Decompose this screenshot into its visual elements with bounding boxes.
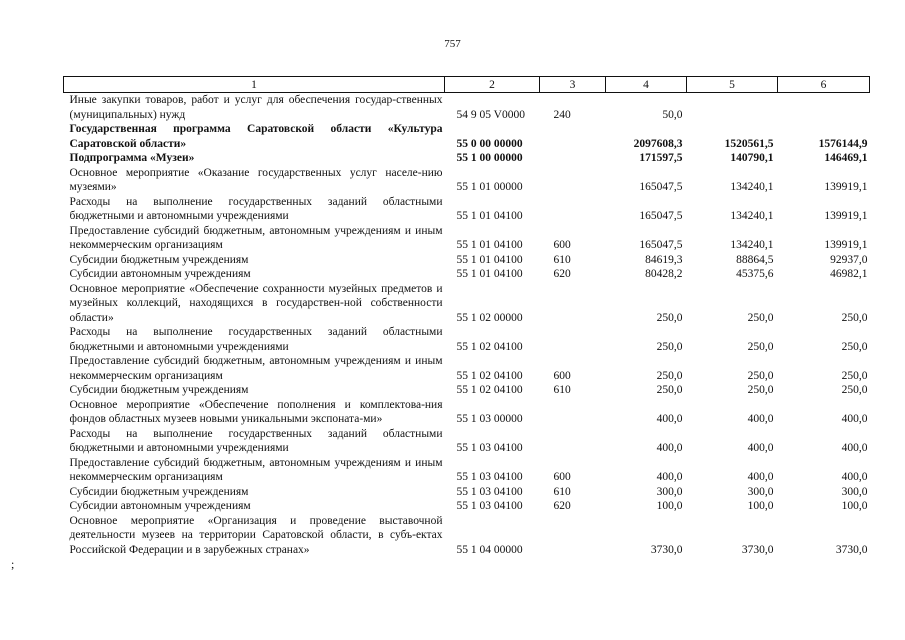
table-body (64, 93, 870, 558)
row-value-col6: 400,0 (841, 442, 868, 454)
row-name: Субсидии бюджетным учреждениям (69, 485, 249, 498)
row-value-col5: 400,0 (747, 471, 774, 483)
row-value-col5: 250,0 (747, 340, 774, 353)
row-value-col6: 100,0 (841, 500, 868, 512)
row-value-col4: 250,0 (656, 384, 683, 396)
row-name: Субсидии автономным учреждениям (69, 268, 251, 280)
row-expense-type: 600 (553, 239, 571, 251)
row-name: Расходы на выполнение государственных заданий областными бюджетными и автономными учреждениями (69, 195, 443, 222)
table-row (64, 427, 870, 456)
row-value-col4: 250,0 (656, 311, 683, 324)
row-value-col6: 1576144,9 (818, 137, 868, 150)
row-code: 55 1 03 04100 (456, 471, 523, 483)
table-row (64, 398, 870, 427)
row-code: 55 1 01 04100 (456, 268, 523, 280)
row-value-col5: 400,0 (747, 413, 774, 425)
row-code: 55 0 00 00000 (456, 137, 523, 150)
row-expense-type: 620 (553, 268, 571, 280)
header-col-6: 6 (778, 77, 870, 93)
row-value-col6: 300,0 (841, 485, 868, 498)
row-name: Субсидии автономным учреждениям (69, 500, 251, 512)
row-name: Основное мероприятие «Оказание государственных услуг населе-нию музеями» (69, 166, 443, 193)
row-value-col6: 46982,1 (830, 268, 868, 280)
row-name: Субсидии бюджетным учреждениям (69, 253, 249, 266)
row-value-col5: 1520561,5 (724, 137, 774, 150)
row-value-col6: 250,0 (841, 369, 868, 382)
table-row (64, 224, 870, 253)
row-value-col5: 250,0 (747, 384, 774, 396)
row-name: Основное мероприятие «Обеспечение сохранности музейных предметов и музейных коллекций, находящихся в государствен-ной собственности области» (69, 282, 443, 324)
table-row (64, 456, 870, 485)
row-name: Основное мероприятие «Организация и проведение выставочной деятельности музеев на территории Саратовской области, в субъ-ектах Российской Федерации и в зарубежных странах» (69, 514, 443, 556)
row-value-col4: 50,0 (662, 108, 683, 121)
row-value-col6: 250,0 (841, 340, 868, 353)
row-code: 55 1 01 04100 (456, 253, 523, 266)
row-value-col6: 400,0 (841, 413, 868, 425)
header-col-4: 4 (606, 77, 687, 93)
row-value-col5: 250,0 (747, 311, 774, 324)
row-value-col6: 3730,0 (835, 543, 868, 556)
row-code: 55 1 02 04100 (456, 369, 523, 382)
row-expense-type: 620 (553, 500, 571, 512)
header-col-1: 1 (64, 77, 445, 93)
header-col-3: 3 (540, 77, 606, 93)
row-value-col5: 250,0 (747, 369, 774, 382)
row-value-col5 (687, 93, 778, 123)
row-value-col6: 146469,1 (824, 152, 868, 164)
row-value-col4: 3730,0 (650, 543, 683, 556)
row-expense-type (540, 195, 606, 224)
header-col-5: 5 (687, 77, 778, 93)
row-code: 55 1 03 04100 (456, 442, 523, 454)
margin-mark: ; (11, 557, 15, 571)
table-row (64, 282, 870, 326)
table-row (64, 151, 870, 166)
row-name: Предоставление субсидий бюджетным, автономным учреждениям и иным некоммерческим организациям (69, 456, 443, 483)
row-value-col6: 139919,1 (824, 239, 868, 251)
table-row (64, 195, 870, 224)
row-expense-type (540, 122, 606, 151)
header-row (64, 77, 870, 93)
row-value-col4: 80428,2 (645, 268, 683, 280)
row-code: 55 1 02 04100 (456, 340, 523, 353)
row-code: 55 1 02 04100 (456, 384, 523, 396)
table-row (64, 267, 870, 282)
row-code: 55 1 01 04100 (456, 210, 523, 222)
row-expense-type (540, 325, 606, 354)
row-expense-type: 600 (553, 369, 571, 382)
row-value-col5: 300,0 (747, 485, 774, 498)
row-expense-type: 610 (553, 384, 571, 396)
row-value-col5: 3730,0 (741, 543, 774, 556)
row-value-col5: 45375,6 (736, 268, 774, 280)
table-row (64, 514, 870, 558)
page-number: 757 (444, 38, 461, 50)
table-row (64, 354, 870, 383)
row-value-col6: 92937,0 (830, 253, 868, 266)
header-col-2: 2 (445, 77, 540, 93)
table-row (64, 499, 870, 514)
row-value-col5: 100,0 (747, 500, 774, 512)
row-value-col4: 171597,5 (639, 152, 683, 164)
row-name: Государственная программа Саратовской области «Культура Саратовской области» (69, 123, 443, 150)
table-row (64, 93, 870, 123)
row-name: Расходы на выполнение государственных заданий областными бюджетными и автономными учреждениями (69, 326, 443, 353)
row-code: 55 1 02 00000 (456, 311, 523, 324)
row-code: 55 1 03 00000 (456, 413, 523, 425)
row-expense-type (540, 398, 606, 427)
row-name: Субсидии бюджетным учреждениям (69, 384, 249, 396)
row-value-col4: 84619,3 (645, 253, 683, 266)
row-value-col4: 400,0 (656, 413, 683, 425)
row-expense-type (540, 514, 606, 558)
row-value-col6: 139919,1 (824, 181, 868, 193)
row-value-col4: 165047,5 (639, 181, 683, 193)
row-value-col6: 250,0 (841, 384, 868, 396)
budget-table (63, 76, 870, 557)
row-code: 55 1 01 00000 (456, 181, 523, 193)
row-expense-type (540, 166, 606, 195)
row-name: Иные закупки товаров, работ и услуг для обеспечения государ-ственных (муниципальных) нужд (69, 94, 443, 121)
row-value-col4: 300,0 (656, 485, 683, 498)
table-row (64, 325, 870, 354)
row-expense-type (540, 282, 606, 326)
row-value-col4: 2097608,3 (633, 137, 683, 150)
row-code: 55 1 03 04100 (456, 485, 523, 498)
row-value-col4: 100,0 (656, 500, 683, 512)
row-value-col4: 165047,5 (639, 239, 683, 251)
row-expense-type: 610 (553, 253, 571, 266)
row-code: 55 1 04 00000 (456, 543, 523, 556)
row-expense-type: 600 (553, 471, 571, 483)
row-value-col6: 400,0 (841, 471, 868, 483)
row-value-col5: 134240,1 (730, 181, 774, 193)
row-name: Подпрограмма «Музеи» (69, 152, 195, 164)
row-value-col5: 134240,1 (730, 210, 774, 222)
row-value-col5: 400,0 (747, 442, 774, 454)
row-value-col5: 88864,5 (736, 253, 774, 266)
row-value-col5: 140790,1 (730, 152, 774, 164)
row-expense-type: 240 (553, 108, 571, 121)
row-name: Расходы на выполнение государственных заданий областными бюджетными и автономными учреждениями (69, 427, 443, 454)
row-expense-type (540, 151, 606, 166)
table-row (64, 122, 870, 151)
row-code: 55 1 03 04100 (456, 500, 523, 512)
row-value-col4: 250,0 (656, 369, 683, 382)
table-row (64, 166, 870, 195)
row-value-col6: 139919,1 (824, 210, 868, 222)
row-expense-type (540, 427, 606, 456)
row-value-col5: 134240,1 (730, 239, 774, 251)
table-row (64, 485, 870, 500)
row-name: Предоставление субсидий бюджетным, автономным учреждениям и иным некоммерческим организациям (69, 224, 443, 251)
row-name: Основное мероприятие «Обеспечение пополнения и комплектова-ния фондов областных музеев новыми уникальными экспоната-ми» (69, 398, 443, 425)
row-value-col4: 250,0 (656, 340, 683, 353)
row-value-col6: 250,0 (841, 311, 868, 324)
row-code: 54 9 05 V0000 (456, 108, 525, 121)
row-value-col4: 165047,5 (639, 210, 683, 222)
row-expense-type: 610 (553, 485, 571, 498)
row-name: Предоставление субсидий бюджетным, автономным учреждениям и иным некоммерческим организациям (69, 355, 443, 382)
table-row (64, 253, 870, 268)
row-value-col6 (778, 93, 870, 123)
table-row (64, 383, 870, 398)
row-value-col4: 400,0 (656, 471, 683, 483)
row-code: 55 1 01 04100 (456, 239, 523, 251)
row-value-col4: 400,0 (656, 442, 683, 454)
row-code: 55 1 00 00000 (456, 152, 523, 164)
